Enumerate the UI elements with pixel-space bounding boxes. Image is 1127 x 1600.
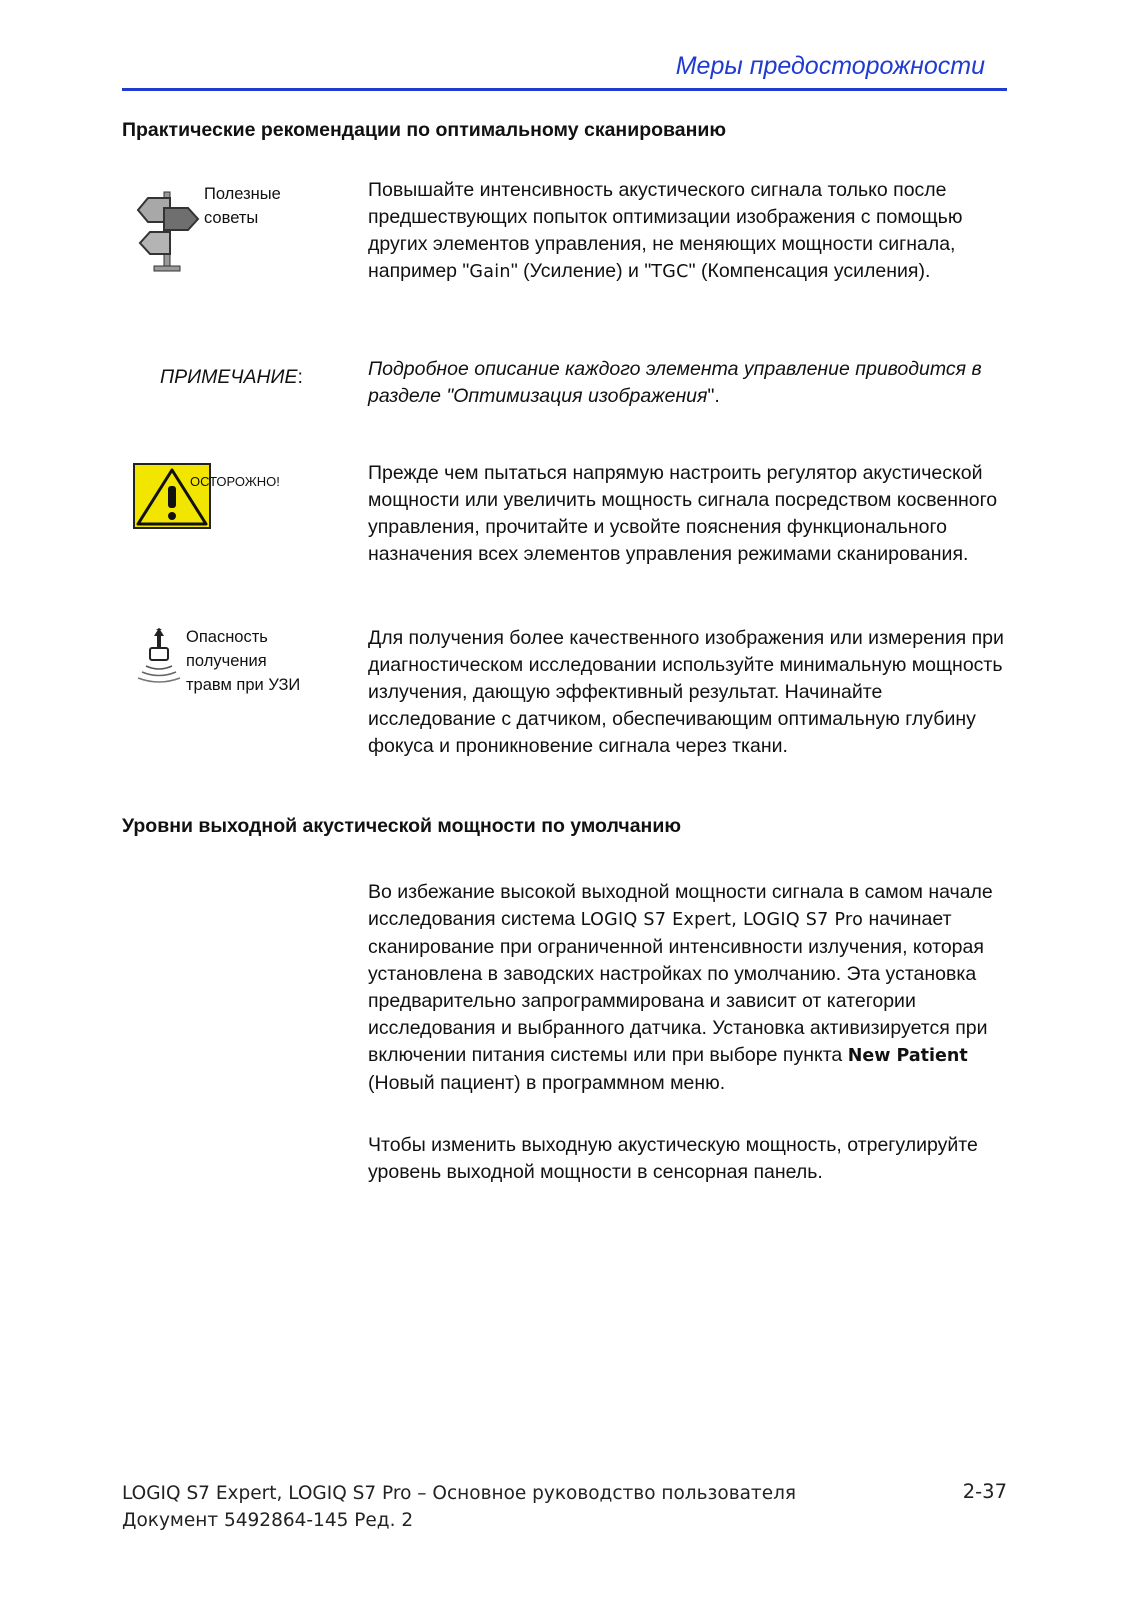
adjust-power-paragraph: Чтобы изменить выходную акустическую мощность, отрегулируйте уровень выходной мощности в сенсорная панель. [368,1134,978,1183]
signpost-icon [136,186,200,274]
tips-paragraph [368,177,1008,286]
tips-text-part2: " (Усиление) и " [510,260,652,282]
note-label-word: ПРИМЕЧАНИЕ [160,366,298,388]
footer-manual-title: LOGIQ S7 Expert, LOGIQ S7 Pro – Основное руководство пользователя [122,1483,797,1504]
product-name: LOGIQ S7 Expert, LOGIQ S7 Pro [580,910,864,930]
gain-control-name: Gain [469,262,511,282]
footer-document-number: Документ 5492864-145 Ред. 2 [122,1510,414,1531]
note-text-part1: Подробное описание каждого элемента управление приводится в разделе " [368,358,982,407]
caution-label: ОСТОРОЖНО! [190,474,280,489]
page-footer [122,1480,796,1534]
para1-text-part3: (Новый пациент) в программном меню. [368,1072,726,1094]
note-label-colon: : [297,366,303,388]
section-heading-optimal-scanning: Практические рекомендации по оптимальному сканированию [122,119,727,141]
para1-text-part2: начинает сканирование при ограниченной интенсивности излучения, которая установлена в заводских настройках по умолчанию. Эта установка предварительно запрограммирована и зависит от категории исследования и выбранного датчика. Установка активизируется при включении питания системы или при выборе пункта [368,908,988,1066]
tips-label-line1: Полезные [204,185,281,203]
hazard-label-line3: травм при УЗИ [186,676,301,694]
hazard-label-line2: получения [186,652,267,670]
note-section-reference: Оптимизация изображения [453,385,708,407]
default-power-paragraph [368,879,1008,1097]
ultrasound-transducer-icon [136,628,182,684]
note-label [160,366,303,389]
new-patient-menu-item: New Patient [847,1046,968,1066]
tips-label-line2: советы [204,209,259,227]
hazard-label-line1: Опасность [186,628,268,646]
running-header-title: Меры предосторожности [675,52,985,80]
page-number: 2-37 [962,1480,1007,1503]
hazard-label [186,625,300,697]
note-text-part2: ". [707,385,720,407]
section-heading-default-power: Уровни выходной акустической мощности по умолчанию [122,815,681,837]
caution-paragraph: Прежде чем пытаться напрямую настроить регулятор акустической мощности или увеличить мощность сигнала посредством косвенного управления, прочитайте и усвойте пояснения функционального назначения всех элементов управления режимами сканирования. [368,462,998,565]
caution-warning-icon [130,460,214,532]
header-rule [122,88,1007,91]
tips-text-part3: " (Компенсация усиления). [688,260,931,282]
tips-text-part1: Повышайте интенсивность акустического сигнала только после предшествующих попыток оптимизации изображения с помощью других элементов управления, не меняющих мощности сигнала, например " [368,179,963,282]
tgc-control-name: TGC [651,262,689,282]
hazard-paragraph: Для получения более качественного изображения или измерения при диагностическом исследовании используйте минимальную мощность излучения, дающую эффективный результат. Начинайте исследование с датчиком, обеспечивающим оптимальную глубину фокуса и проникновение сигнала через ткани. [368,627,1004,757]
tips-label [204,182,281,230]
para1-text-part1: Во избежание высокой выходной мощности сигнала в самом начале исследования система [368,881,993,930]
note-paragraph [368,356,1008,410]
